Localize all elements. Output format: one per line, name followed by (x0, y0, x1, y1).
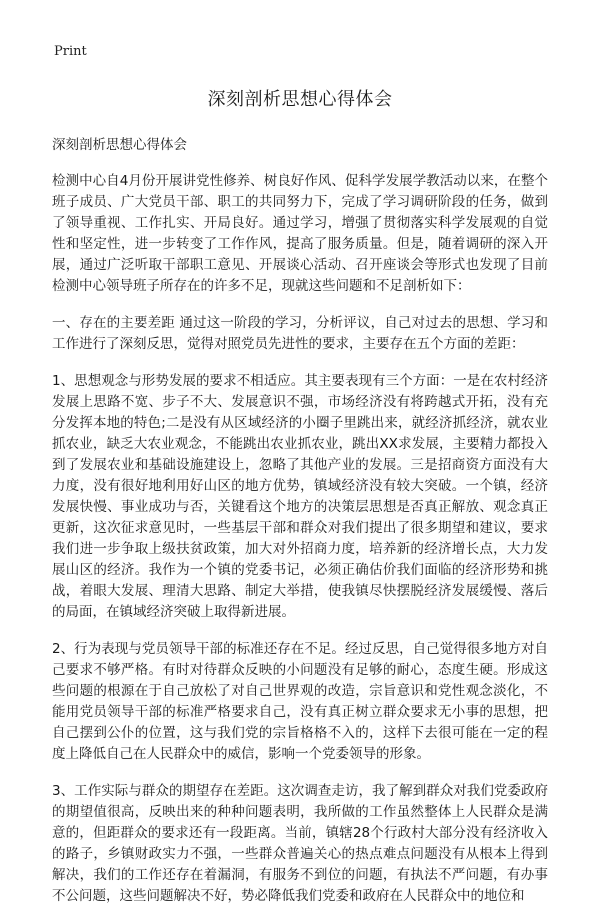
print-link[interactable]: Print (54, 44, 87, 59)
document-subtitle: 深刻剖析思想心得体会 (52, 137, 187, 153)
document-body (52, 171, 548, 907)
paragraph-point-3: 3、工作实际与群众的期望存在差距。这次调查走访，我了解到群众对我们党委政府的期望值很高，反映出来的种种问题表明，我所做的工作虽然整体上人民群众是满意的，但距群众的要求还有一段距离。当前，镇辖28个行政村大部分没有经济收入的路子，乡镇财政实力不强，一些群众普遍关心的热点难点问题没有从根本上得到解决，我们的工作还存在着漏洞，有服务不到位的问题，有执法不严问题，有办事不公问题，这些问题解决不好，势必降低我们党委和政府在人民群众中的地位和 (52, 783, 548, 904)
paragraph-intro: 检测中心自4月份开展讲党性修养、树良好作风、促科学发展学教活动以来，在整个班子成员、广大党员干部、职工的共同努力下，完成了学习调研阶段的任务，做到了领导重视、工作扎实、开局良好。通过学习，增强了贯彻落实科学发展观的自觉性和坚定性，进一步转变了工作作风，提高了服务质量。但是，随着调研的深入开展，通过广泛听取干部职工意见、开展谈心活动、召开座谈会等形式也发现了目前检测中心领导班子所存在的许多不足，现就这些问题和不足剖析如下： (52, 173, 548, 294)
paragraph-section-1: 一、存在的主要差距 通过这一阶段的学习，分析评议，自己对过去的思想、学习和工作进行了深刻反思，觉得对照党员先进性的要求，主要存在五个方面的差距： (52, 315, 548, 352)
page-title: 深刻剖析思想心得体会 (207, 89, 393, 110)
paragraph-point-2: 2、行为表现与党员领导干部的标准还存在不足。经过反思，自己觉得很多地方对自己要求不够严格。有时对待群众反映的小问题没有足够的耐心，态度生硬。形成这些问题的根源在于自己放松了对自己世界观的改造，宗旨意识和党性观念淡化，不能用党员领导干部的标准严格要求自己，没有真正树立群众要求无小事的思想，把自己摆到公仆的位置，这与我们党的宗旨格格不入的，这样下去很可能在一定的程度上降低自己在人民群众中的威信，影响一个党委领导的形象。 (52, 641, 548, 762)
paragraph-point-1: 1、思想观念与形势发展的要求不相适应。其主要表现有三个方面：一是在农村经济发展上思路不宽、步子不大、发展意识不强，市场经济没有将跨越式开拓，没有充分发挥本地的特色;二是没有从区域经济的小圈子里跳出来，就经济抓经济，就农业抓农业，缺乏大农业观念，不能跳出农业抓农业，跳出XX求发展，主要精力都投入到了发展农业和基础设施建设上，忽略了其他产业的发展。三是招商资方面没有大力度，没有很好地利用好山区的地方优势，镇域经济没有较大突破。一个镇，经济发展快慢、事业成功与否，关键看这个地方的决策层思想是否真正解放、观念真正更新，这次征求意见时，一些基层干部和群众对我们提出了很多期望和建议，要求我们进一步争取上级扶贫政策，加大对外招商力度，培养新的经济增长点，大力发展山区的经济。我作为一个镇的党委书记，必须正确估价我们面临的经济形势和挑战，着眼大发展、理清大思路、制定大举措，使我镇尽快摆脱经济发展缓慢、落后的局面，在镇域经济突破上取得新进展。 (52, 373, 548, 620)
